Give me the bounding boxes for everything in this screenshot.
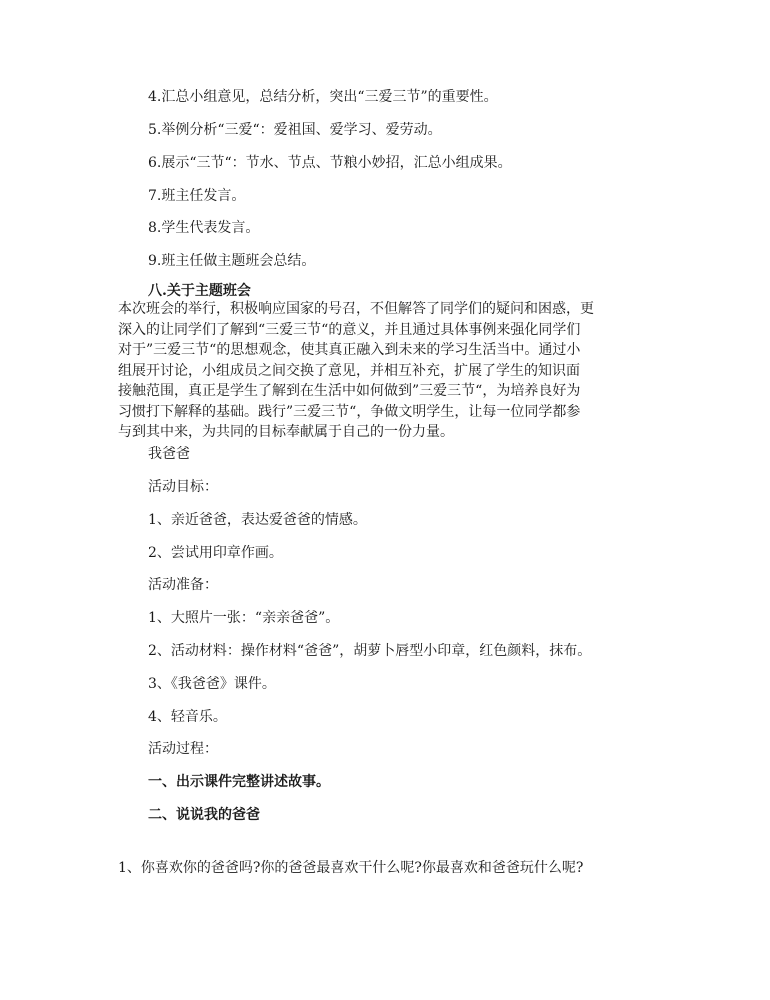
question-item: 1、你喜欢你的爸爸吗?你的爸爸最喜欢干什么呢?你最喜欢和爸爸玩什么呢?: [118, 860, 584, 876]
section-heading: 八.关于主题班会: [148, 283, 251, 299]
prep-item: 3、《我爸爸》课件。: [148, 676, 276, 692]
prep-item: 1、大照片一张：“亲亲爸爸”。: [148, 610, 340, 626]
step-8: 8.学生代表发言。: [148, 220, 260, 236]
prep-item: 2、活动材料：操作材料“爸爸”，胡萝卜唇型小印章，红色颜料，抹布。: [148, 643, 592, 659]
goal-item: 2、尝试用印章作画。: [148, 545, 283, 561]
prep-label: 活动准备：: [148, 577, 218, 593]
paragraph-line: 对于”三爱三节“的思想观念，使其真正融入到未来的学习生活当中。通过小: [118, 342, 581, 358]
paragraph-line: 本次班会的举行，积极响应国家的号召，不但解答了同学们的疑问和困惑，更: [118, 301, 594, 317]
step-4: 4.汇总小组意见，总结分析，突出“三爱三节”的重要性。: [148, 89, 498, 105]
paragraph-line: 深入的让同学们了解到“三爱三节“的意义，并且通过具体事例来强化同学们: [118, 321, 581, 338]
paragraph-line: 组展开讨论，小组成员之间交换了意见，并相互补充，扩展了学生的知识面: [118, 362, 580, 379]
lesson-title: 我爸爸: [148, 446, 190, 462]
paragraph-line: 习惯打下解释的基础。践行”三爱三节“，争做文明学生，让每一位同学都参: [118, 403, 581, 420]
step-6: 6.展示“三节“：节水、节点、节粮小妙招，汇总小组成果。: [148, 155, 512, 171]
process-label: 活动过程：: [148, 741, 218, 757]
process-step: 一、出示课件完整讲述故事。: [148, 774, 330, 790]
section-paragraph: [118, 299, 648, 443]
step-9: 9.班主任做主题班会总结。: [148, 253, 316, 269]
step-7: 7.班主任发言。: [148, 188, 246, 204]
paragraph-line: 接触范围，真正是学生了解到在生活中如何做到”三爱三节“，为培养良好为: [118, 383, 581, 399]
goal-label: 活动目标：: [148, 479, 218, 495]
goal-item: 1、亲近爸爸，表达爱爸爸的情感。: [148, 512, 367, 528]
paragraph-line: 与到其中来，为共同的目标奉献属于自己的一份力量。: [118, 424, 454, 440]
step-5: 5.举例分析“三爱“：爱祖国、爱学习、爱劳动。: [148, 122, 442, 138]
process-step: 二、说说我的爸爸: [148, 807, 260, 823]
prep-item: 4、轻音乐。: [148, 709, 227, 725]
